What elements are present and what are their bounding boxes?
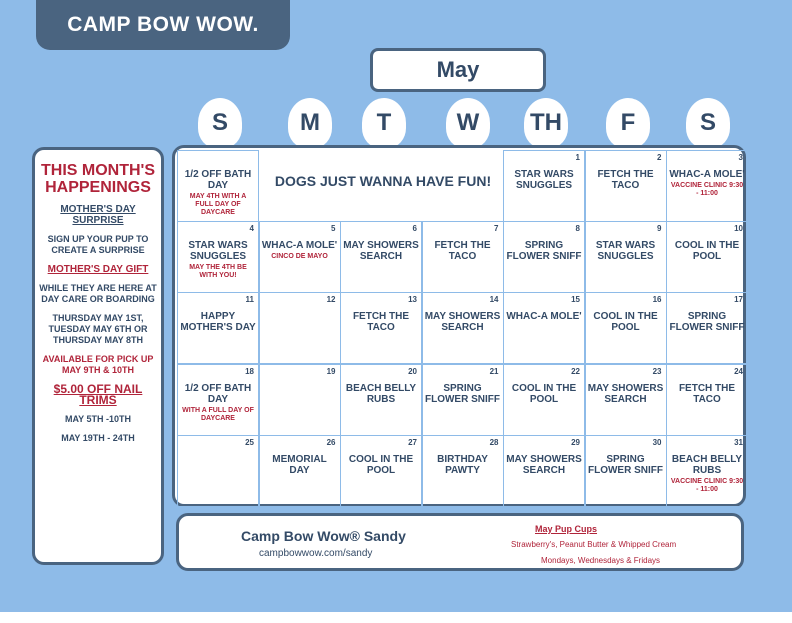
day-number: 6 — [413, 224, 417, 233]
day-header-fri — [606, 98, 650, 148]
gift-desc: WHILE THEY ARE HERE AT DAY CARE OR BOARDING — [35, 283, 161, 305]
day-label: M — [300, 109, 320, 137]
day-number: 19 — [327, 367, 336, 376]
day-event — [425, 383, 501, 407]
calendar-day-cell — [503, 364, 585, 436]
day-label: S — [700, 109, 716, 137]
event-subtext: CINCO DE MAYO — [262, 253, 338, 261]
pup-cups-days: Mondays, Wednesdays & Fridays — [541, 556, 660, 565]
event-text: MAY SHOWERS SEARCH — [506, 454, 582, 476]
event-text: BEACH BELLY RUBS — [346, 383, 416, 405]
calendar-day-cell — [666, 150, 748, 222]
calendar-day-cell — [340, 364, 422, 436]
day-label: S — [212, 109, 228, 137]
calendar-day-cell — [422, 292, 504, 364]
day-number: 12 — [327, 295, 336, 304]
day-header-sun — [198, 98, 242, 148]
pup-cups-title: May Pup Cups — [535, 524, 597, 534]
day-number: 29 — [571, 438, 580, 447]
calendar-day-cell — [259, 221, 341, 293]
pickup-info: AVAILABLE FOR PICK UP MAY 9TH & 10TH — [35, 354, 161, 376]
day-header-thu — [524, 98, 568, 148]
month-label: May — [437, 57, 480, 83]
day-number: 8 — [576, 224, 580, 233]
event-text: MAY SHOWERS SEARCH — [343, 240, 419, 262]
event-text: WHAC-A MOLE' — [506, 311, 581, 322]
day-number: 17 — [734, 295, 743, 304]
calendar-day-cell — [259, 292, 341, 364]
calendar-day-cell — [585, 292, 667, 364]
calendar-day-cell — [503, 221, 585, 293]
day-event — [343, 240, 419, 264]
day-number: 15 — [571, 295, 580, 304]
day-event — [506, 454, 582, 478]
gift-dates: THURSDAY MAY 1ST, TUESDAY MAY 6TH OR THURSDAY MAY 8TH — [35, 313, 161, 346]
calendar-day-cell — [422, 364, 504, 436]
calendar-day-cell — [422, 221, 504, 293]
event-text: MAY SHOWERS SEARCH — [588, 383, 664, 405]
sidebar-title: THIS MONTH'S HAPPENINGS — [35, 162, 161, 196]
calendar-day-cell — [585, 435, 667, 507]
nail-dates-1: MAY 5TH -10TH — [35, 414, 161, 425]
day-event — [180, 454, 256, 456]
day-event — [180, 240, 256, 280]
calendar-day-cell — [666, 364, 748, 436]
day-number: 2 — [657, 153, 661, 162]
event-text: 1/2 OFF BATH DAY — [185, 169, 251, 191]
sidebar-happenings — [32, 147, 164, 565]
day-event — [180, 383, 256, 423]
event-text: STAR WARS SNUGGLES — [514, 169, 573, 191]
event-text: MAY SHOWERS SEARCH — [425, 311, 501, 333]
day-event — [588, 383, 664, 407]
event-text: BIRTHDAY PAWTY — [437, 454, 488, 476]
calendar-day-cell — [666, 435, 748, 507]
day-number: 25 — [245, 438, 254, 447]
day-event — [588, 311, 664, 335]
event-text: WHAC-A MOLE' — [669, 169, 744, 180]
day-number: 27 — [408, 438, 417, 447]
day-event — [180, 169, 256, 217]
day-event — [425, 454, 501, 478]
day-number: 16 — [653, 295, 662, 304]
event-text: SPRING FLOWER SNIFF — [507, 240, 582, 262]
day-label: TH — [530, 109, 562, 137]
day-event — [588, 240, 664, 264]
day-event — [262, 240, 338, 261]
calendar-day-cell — [422, 435, 504, 507]
day-event — [343, 311, 419, 335]
day-number: 1 — [576, 153, 580, 162]
event-subtext: MAY THE 4TH BE WITH YOU! — [180, 264, 256, 280]
calendar-day-cell — [503, 435, 585, 507]
day-number: 11 — [246, 295, 254, 304]
event-subtext: MAY 4TH WITH A FULL DAY OF DAYCARE — [180, 193, 256, 217]
event-text: COOL IN THE POOL — [512, 383, 576, 405]
day-event — [425, 311, 501, 335]
day-label: W — [457, 109, 480, 137]
event-text: SPRING FLOWER SNIFF — [425, 383, 500, 405]
banner — [266, 148, 500, 214]
day-event — [262, 454, 338, 478]
day-event — [506, 240, 582, 264]
day-event — [180, 311, 256, 335]
event-text: SPRING FLOWER SNIFF — [588, 454, 663, 476]
event-text: COOL IN THE POOL — [349, 454, 413, 476]
day-number: 13 — [408, 295, 417, 304]
event-text: BEACH BELLY RUBS — [672, 454, 742, 476]
calendar-day-cell — [666, 221, 748, 293]
calendar-day-cell — [585, 221, 667, 293]
day-event — [506, 169, 582, 193]
event-text: FETCH THE TACO — [353, 311, 409, 333]
nail-dates-2: MAY 19TH - 24TH — [35, 433, 161, 444]
day-number: 31 — [734, 438, 743, 447]
day-number: 28 — [490, 438, 499, 447]
brand-text: CAMP BOW WOW. — [67, 13, 259, 37]
day-event — [262, 311, 338, 313]
event-text: STAR WARS SNUGGLES — [188, 240, 247, 262]
event-text: 1/2 OFF BATH DAY — [185, 383, 251, 405]
day-header-mon — [288, 98, 332, 148]
day-event — [425, 240, 501, 264]
event-subtext: WITH A FULL DAY OF DAYCARE — [180, 407, 256, 423]
mothers-day-surprise-desc: SIGN UP YOUR PUP TO CREATE A SURPRISE — [35, 234, 161, 256]
footer-url: campbowwow.com/sandy — [259, 548, 372, 559]
day-event — [262, 383, 338, 385]
day-event — [669, 454, 745, 494]
footer-name: Camp Bow Wow® Sandy — [241, 528, 406, 544]
day-header-tue — [362, 98, 406, 148]
day-number: 5 — [331, 224, 335, 233]
calendar-day-cell — [340, 435, 422, 507]
banner-text: DOGS JUST WANNA HAVE FUN! — [275, 173, 491, 189]
day-number: 24 — [734, 367, 743, 376]
event-text: HAPPY MOTHER'S DAY — [180, 311, 255, 333]
calendar-day-cell — [666, 292, 748, 364]
day-label: T — [377, 109, 392, 137]
nail-title: $5.00 OFF NAIL TRIMS — [35, 384, 161, 406]
calendar-day-cell — [259, 435, 341, 507]
day-event — [506, 311, 582, 324]
day-label: F — [621, 109, 636, 137]
day-number: 21 — [490, 367, 499, 376]
calendar-day-cell — [177, 435, 259, 507]
day-number: 18 — [245, 367, 254, 376]
calendar-day-cell — [503, 292, 585, 364]
event-text: WHAC-A MOLE' — [262, 240, 337, 251]
event-text: SPRING FLOWER SNIFF — [670, 311, 745, 333]
calendar-day-cell — [585, 364, 667, 436]
day-number: 10 — [734, 224, 743, 233]
day-number: 3 — [739, 153, 743, 162]
day-number: 22 — [571, 367, 580, 376]
event-text: COOL IN THE POOL — [593, 311, 657, 333]
gift-title: MOTHER'S DAY GIFT — [35, 264, 161, 275]
calendar-day-cell — [177, 364, 259, 436]
day-number: 20 — [408, 367, 417, 376]
day-number: 23 — [653, 367, 662, 376]
day-number: 30 — [653, 438, 662, 447]
day-event — [343, 383, 419, 407]
day-event — [506, 383, 582, 407]
day-header-sat — [686, 98, 730, 148]
event-subtext: VACCINE CLINIC 9:30 - 11:00 — [669, 478, 745, 494]
calendar-day-cell — [177, 221, 259, 293]
calendar-day-cell — [340, 292, 422, 364]
pup-cups-flavors: Strawberry's, Peanut Butter & Whipped Cream — [511, 540, 676, 549]
calendar-day-cell — [340, 221, 422, 293]
footer-panel — [176, 513, 744, 571]
mothers-day-surprise-title: MOTHER'S DAY SURPRISE — [35, 204, 161, 226]
day-event — [669, 311, 745, 335]
day-event — [588, 169, 664, 193]
day-number: 4 — [250, 224, 254, 233]
event-text: FETCH THE TACO — [679, 383, 735, 405]
day-number: 7 — [494, 224, 498, 233]
month-title — [370, 48, 546, 92]
calendar-day-cell — [259, 364, 341, 436]
event-text: MEMORIAL DAY — [272, 454, 326, 476]
day-event — [669, 383, 745, 407]
day-event — [343, 454, 419, 478]
event-text: STAR WARS SNUGGLES — [596, 240, 655, 262]
event-text: FETCH THE TACO — [597, 169, 653, 191]
event-text: COOL IN THE POOL — [675, 240, 739, 262]
day-header-wed — [446, 98, 490, 148]
calendar-day-cell — [585, 150, 667, 222]
day-number: 9 — [657, 224, 661, 233]
day-number: 26 — [327, 438, 336, 447]
day-event — [588, 454, 664, 478]
day-event — [669, 169, 745, 198]
calendar-day-cell — [177, 292, 259, 364]
event-subtext: VACCINE CLINIC 9:30 - 11:00 — [669, 182, 745, 198]
calendar-day-cell — [503, 150, 585, 222]
calendar-day-cell — [177, 150, 259, 222]
day-event — [669, 240, 745, 264]
brand-logo — [36, 0, 290, 50]
day-number: 14 — [490, 295, 499, 304]
event-text: FETCH THE TACO — [434, 240, 490, 262]
